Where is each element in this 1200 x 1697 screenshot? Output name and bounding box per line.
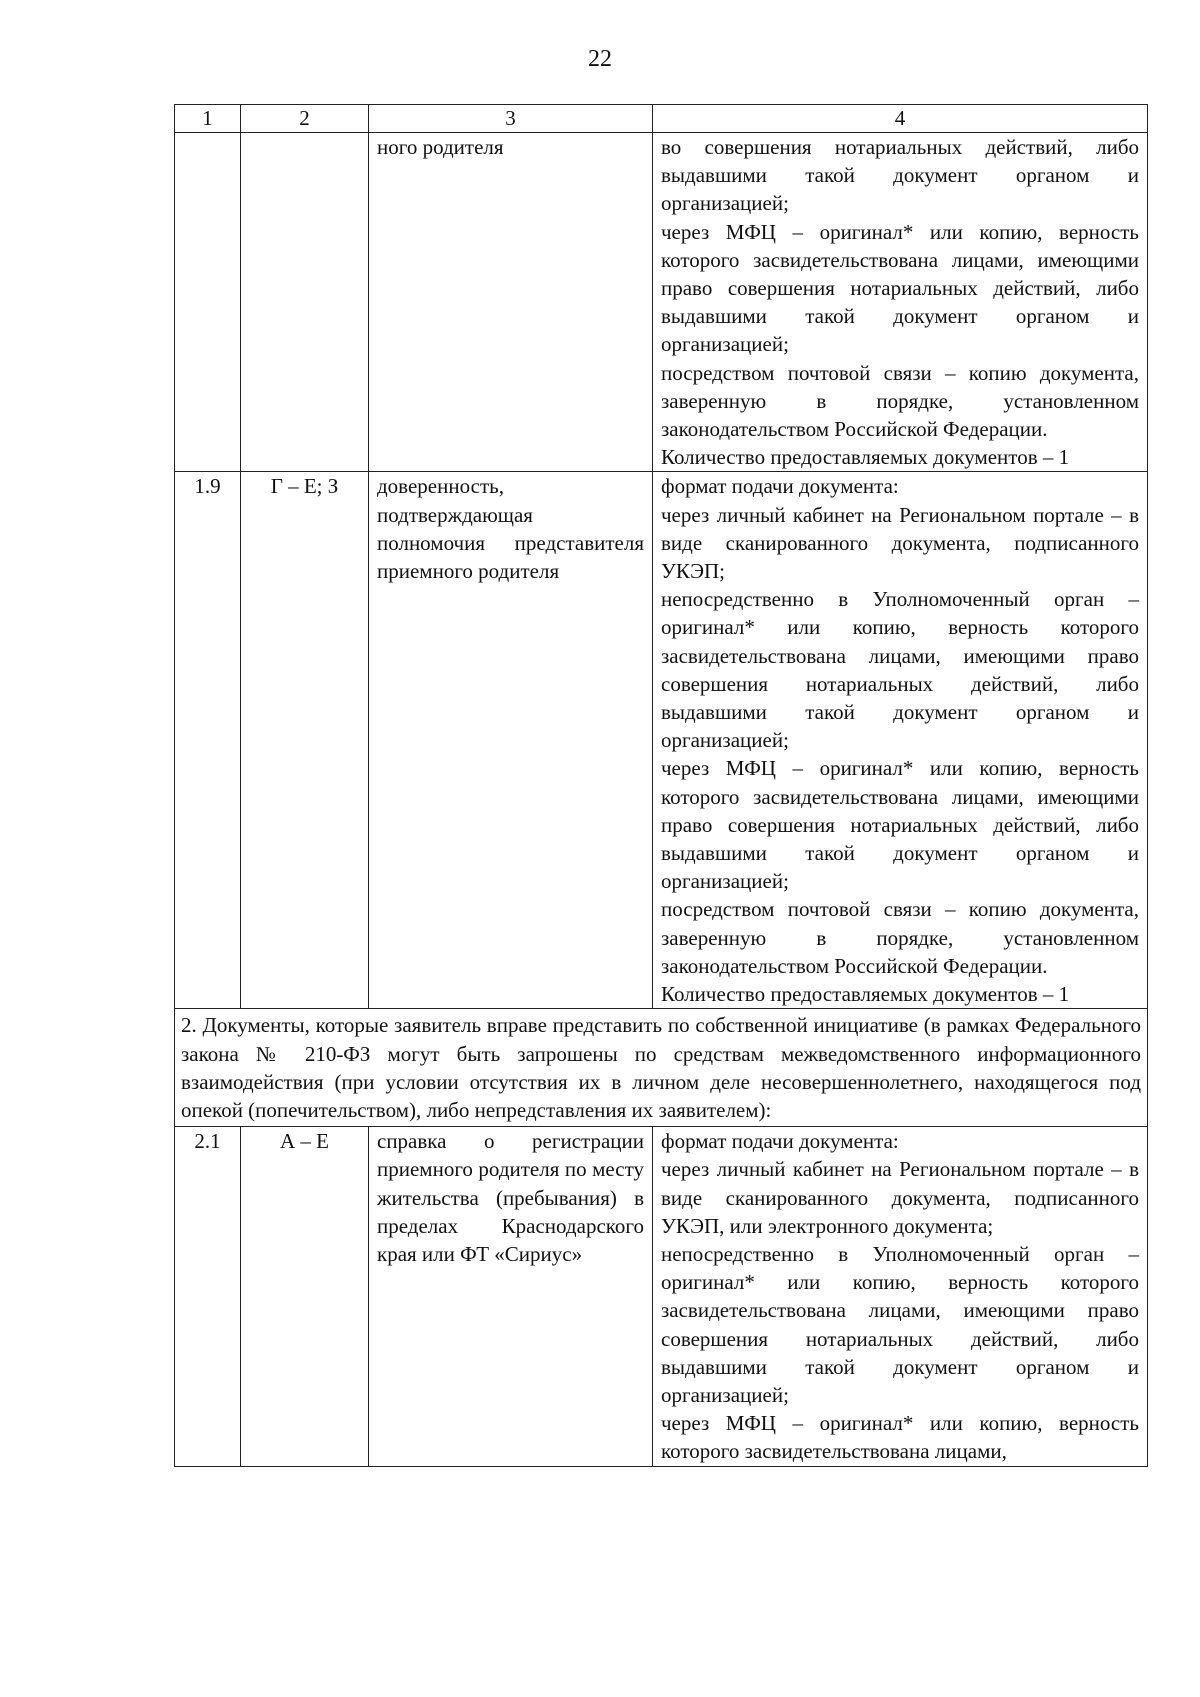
format-paragraph: формат подачи документа: [661,474,899,499]
header-col-2: 2 [241,105,369,133]
header-col-3: 3 [369,105,653,133]
submission-format-cell [653,133,1148,472]
submission-format-cell [653,472,1148,1009]
documents-table [174,104,1148,1467]
header-col-1: 1 [175,105,241,133]
section-2-heading: 2. Документы, которые заявитель вправе представить по собственной инициативе (в рамках Федерального закона № 210-ФЗ могут быть запрошены по средствам межведомственного информационного взаимодействия (при условии отсутствия их в личном деле несовершеннолетнего, находящегося под опекой (попечительством), либо непредставления их заявителем): [175,1009,1148,1127]
section-2-heading-row [175,1009,1148,1127]
format-paragraph: посредством почтовой связи – копию документа, заверенную в порядке, установленном законодательством Российской Федерации. [661,360,1139,442]
format-paragraph: через МФЦ – оригинал* или копию, верность которого засвидетельствована лицами, [661,1411,1139,1464]
row-number-cell [175,133,241,472]
format-paragraph: непосредственно в Уполномоченный орган – оригинал* или копию, верность которого засвидетельствована лицами, имеющими право совершения нотариальных действий, либо выдавшими такой документ органом и организацией; [661,1241,1139,1407]
format-paragraph: Количество предоставляемых документов – 1 [661,445,1070,470]
table-row-2-1 [175,1127,1148,1466]
format-paragraph: Количество предоставляемых документов – 1 [661,982,1070,1007]
document-name-cell: доверенность, подтверждающая полномочия представителя приемного родителя [369,472,653,1009]
format-paragraph: посредством почтовой связи – копию документа, заверенную в порядке, установленном законодательством Российской Федерации. [661,897,1139,978]
table-row-1-9 [175,472,1148,1009]
row-number-cell: 1.9 [175,472,241,1009]
format-paragraph: непосредственно в Уполномоченный орган – оригинал* или копию, верность которого засвидетельствована лицами, имеющими право совершения нотариальных действий, либо выдавшими такой документ органом и организацией; [661,587,1139,753]
format-paragraph: через МФЦ – оригинал* или копию, верность которого засвидетельствована лицами, имеющими право совершения нотариальных действий, либо выдавшими такой документ органом и организацией; [661,219,1139,357]
submission-format-cell [653,1127,1148,1466]
page-number: 22 [588,46,612,72]
header-col-4: 4 [653,105,1148,133]
applicant-category-cell: А – Е [241,1127,369,1466]
format-paragraph: через МФЦ – оригинал* или копию, верность которого засвидетельствована лицами, имеющими право совершения нотариальных действий, либо выдавшими такой документ органом и организацией; [661,756,1139,894]
table-header-row [175,105,1148,133]
applicant-category-cell: Г – Е; З [241,472,369,1009]
applicant-category-cell [241,133,369,472]
format-paragraph: через личный кабинет на Региональном портале – в виде сканированного документа, подписанного УКЭП, или электронного документа; [661,1157,1139,1238]
table-row-continued [175,133,1148,472]
row-number-cell: 2.1 [175,1127,241,1466]
document-name-cell: справка о регистрации приемного родителя по месту жительства (пребывания) в пределах Краснодарского края или ФТ «Сириус» [369,1127,653,1466]
format-paragraph: через личный кабинет на Региональном портале – в виде сканированного документа, подписанного УКЭП; [661,502,1139,584]
document-name-cell: ного родителя [369,133,653,472]
format-paragraph: во совершения нотариальных действий, либо выдавшими такой документ органом и организацией; [661,135,1139,216]
format-paragraph: формат подачи документа: [661,1129,899,1154]
